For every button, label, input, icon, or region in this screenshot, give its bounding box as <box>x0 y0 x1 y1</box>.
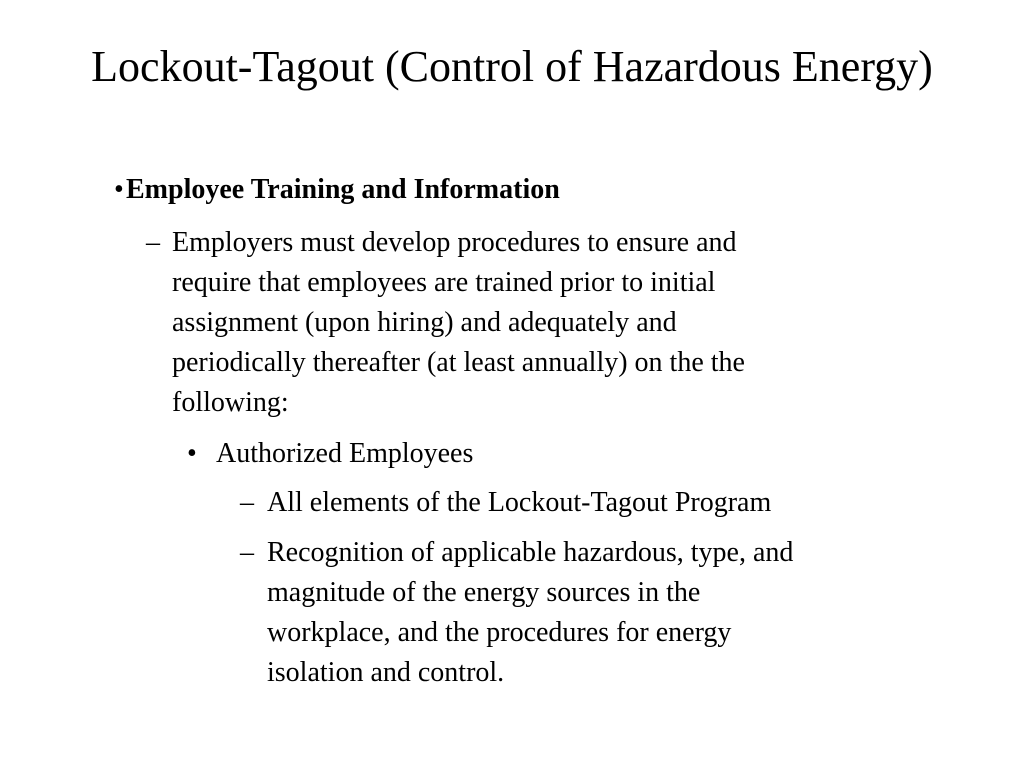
sub-item-line: workplace, and the procedures for energy <box>267 617 732 648</box>
sub-item-line: isolation and control. <box>267 657 505 688</box>
bullet-level-4 <box>240 533 793 693</box>
sub-item-line: Recognition of applicable hazardous, type, and <box>267 537 794 568</box>
sub-item-line: magnitude of the energy sources in the <box>267 577 701 608</box>
sub-item-elements: All elements of the Lockout-Tagout Program <box>267 487 772 518</box>
dash-marker: – <box>240 537 254 568</box>
subheading-authorized-employees: Authorized Employees <box>216 438 474 469</box>
bullet-level-4 <box>240 483 771 523</box>
bullet-marker: • <box>187 438 197 469</box>
slide-title: Lockout-Tagout (Control of Hazardous Energy) <box>91 42 933 91</box>
sub-item-recognition <box>267 533 793 693</box>
bullet-level-2 <box>146 223 892 423</box>
paragraph-line: periodically thereafter (at least annually) on the the <box>172 347 745 378</box>
dash-marker: – <box>146 227 160 258</box>
paragraph-line: following: <box>172 387 289 418</box>
paragraph-line: Employers must develop procedures to ensure and <box>172 227 737 258</box>
bullet-level-3 <box>187 436 473 471</box>
bullet-level-1 <box>114 172 560 207</box>
bullet-marker: • <box>114 174 124 205</box>
dash-marker: – <box>240 487 254 518</box>
paragraph-requirements <box>172 223 892 423</box>
paragraph-line: assignment (upon hiring) and adequately and <box>172 307 677 338</box>
paragraph-line: require that employees are trained prior to initial <box>172 267 716 298</box>
heading-employee-training: Employee Training and Information <box>126 174 560 205</box>
